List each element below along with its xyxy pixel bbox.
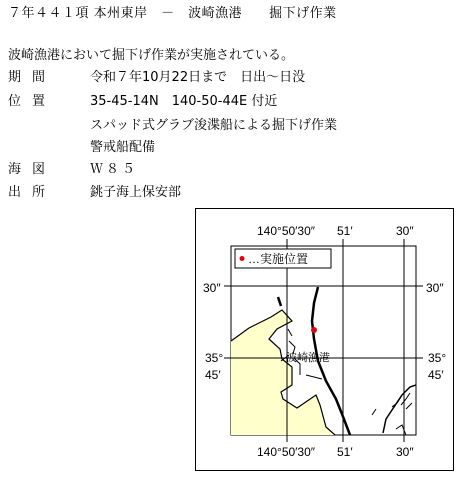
bottom-lon-label-3: 30″ — [396, 445, 414, 459]
value-guard-boat: 警戒船配備 — [90, 140, 156, 155]
bottom-lon-label-1: 140°50′30″ — [257, 445, 316, 459]
value-position: 35-45-14N 140-50-44E 付近 — [90, 94, 278, 109]
value-chart: Ｗ８５ — [90, 162, 139, 177]
legend-marker — [240, 256, 245, 261]
right-lat-label-2a: 35° — [428, 351, 447, 365]
top-lon-label-2: 51′ — [337, 224, 353, 238]
notice-intro: 波崎漁港において掘下げ作業が実施されている。 — [8, 48, 295, 63]
chart-map — [195, 208, 454, 471]
label-period: 期間 — [8, 70, 57, 85]
label-position: 位置 — [8, 94, 57, 109]
left-lat-label-1: 30″ — [203, 281, 221, 295]
right-lat-label-2b: 45′ — [428, 368, 444, 382]
right-lat-label-1: 30″ — [426, 281, 444, 295]
bottom-lon-label-2: 51′ — [337, 445, 353, 459]
left-lat-label-2a: 35° — [205, 351, 224, 365]
label-source: 出所 — [8, 185, 57, 200]
value-work-detail: スパッド式グラブ浚渫船による掘下げ作業 — [90, 118, 338, 133]
value-period: 令和７年10月22日まで 日出～日没 — [90, 70, 306, 85]
label-chart: 海図 — [8, 162, 57, 177]
value-source: 銚子海上保安部 — [90, 185, 182, 200]
legend-text: …実施位置 — [248, 252, 309, 266]
left-lat-label-2b: 45′ — [205, 368, 221, 382]
top-lon-label-3: 30″ — [396, 224, 414, 238]
top-lon-label-1: 140°50′30″ — [257, 224, 316, 238]
port-label: 波崎漁港 — [286, 352, 330, 364]
notice-title: ７年４４１項 本州東岸 － 波崎漁港 掘下げ作業 — [8, 6, 337, 21]
work-location-marker — [311, 327, 317, 333]
